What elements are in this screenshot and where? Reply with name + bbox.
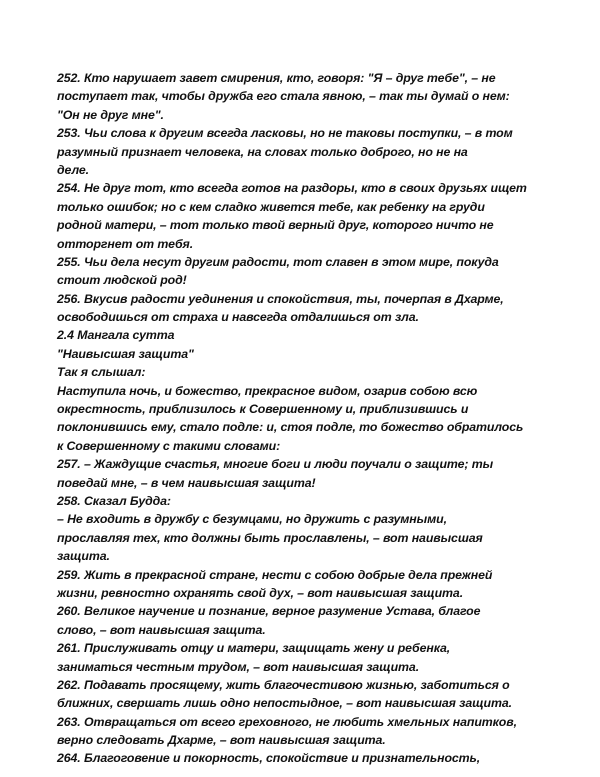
text-line: "Наивысшая защита" [57, 346, 194, 361]
text-line: отторгнет от тебя. [57, 236, 194, 251]
text-line: 255. Чьи дела несут другим радости, тот славен в этом мире, покуда [57, 254, 499, 269]
text-line: 254. Не друг тот, кто всегда готов на раздоры, кто в своих друзьях ищет [57, 181, 527, 196]
text-line: разумный признает человека, на словах только доброго, но не на [57, 144, 468, 159]
text-line: 262. Подавать просящему, жить благочестивою жизнью, заботиться о [57, 677, 510, 692]
text-line: защита. [57, 549, 110, 564]
text-line: ближних, свершать лишь одно непостыдное, – вот наивысшая защита. [57, 696, 512, 711]
text-line: 263. Отвращаться от всего греховного, не любить хмельных напитков, [57, 714, 517, 729]
text-line: поклонившись ему, стало подле: и, стоя подле, то божество обратилось [57, 420, 524, 435]
text-line: 252. Кто нарушает завет смирения, кто, говоря: "Я – друг тебе", – не [57, 71, 496, 85]
text-line: стоит людской род! [57, 273, 187, 288]
text-line: жизни, ревностно охранять свой дух, – вот наивысшая защита. [57, 585, 464, 600]
text-line: родной матери, – тот только твой верный друг, которого ничто не [57, 218, 494, 233]
text-line: слово, – вот наивысшая защита. [57, 622, 266, 637]
text-line: только ошибок; но с кем сладко живется тебе, как ребенку на груди [57, 199, 485, 214]
text-line: деле. [57, 162, 89, 177]
text-line: 264. Благоговение и покорность, спокойствие и признательность, [57, 751, 481, 766]
text-line: освободишься от страха и навсегда отдалишься от зла. [57, 310, 419, 325]
text-line: – Не входить в дружбу с безумцами, но дружить с разумными, [57, 512, 447, 527]
text-line: Наступила ночь, и божество, прекрасное видом, озарив собою всю [57, 383, 478, 398]
text-line: верно следовать Дхарме, – вот наивысшая защита. [57, 733, 386, 748]
text-line: 257. – Жаждущие счастья, многие боги и люди поучали о защите; ты [57, 457, 494, 472]
text-line: 258. Сказал Будда: [57, 493, 171, 508]
text-line: заниматься честным трудом, – вот наивысшая защита. [57, 659, 420, 674]
text-line: 2.4 Мангала сутта [57, 328, 175, 343]
text-line: Так я слышал: [57, 365, 146, 380]
text-line: 259. Жить в прекрасной стране, нести с собою добрые дела прежней [57, 567, 493, 582]
text-line: прославляя тех, кто должны быть прославлены, – вот наивысшая [57, 530, 483, 545]
text-line: "Он не друг мне". [57, 107, 164, 122]
text-line: 253. Чьи слова к другим всегда ласковы, но не таковы поступки, – в том [57, 126, 513, 141]
text-line: 260. Великое научение и познание, верное разумение Устава, благое [57, 604, 481, 619]
document-text [57, 69, 557, 768]
text-line: поведай мне, – в чем наивысшая защита! [57, 475, 316, 490]
text-line: поступает так, чтобы дружба его стала явною, – так ты думай о нем: [57, 89, 510, 104]
text-line: 256. Вкусив радости уединения и спокойствия, ты, почерпая в Дхарме, [57, 291, 504, 306]
text-line: к Совершенному с такими словами: [57, 438, 281, 453]
text-line: 261. Прислуживать отцу и матери, защищать жену и ребенка, [57, 641, 451, 656]
text-line: окрестность, приблизилось к Совершенному и, приблизившись и [57, 402, 469, 417]
